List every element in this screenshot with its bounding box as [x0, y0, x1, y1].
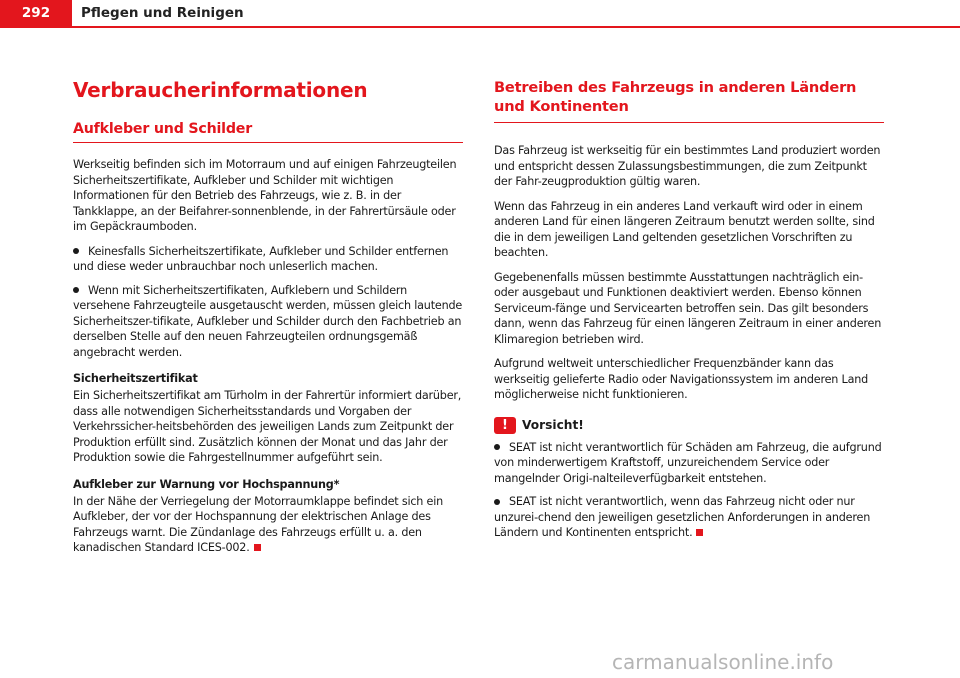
warning-bullet-text: SEAT ist nicht verantwortlich für Schäden am Fahrzeug, die aufgrund von minderwertigem Kraftstoff, unzureichendem Service oder mangelnder Origi-nalteileverfügbarkeit entstehen. [494, 440, 882, 485]
paragraph-1: Das Fahrzeug ist werkseitig für ein bestimmtes Land produziert worden und entspricht dessen Zulassungsbestimmungen, die zum Zeitpunkt der Fahr-zeugproduktion gültig waren. [494, 144, 881, 188]
bullet-item [73, 283, 463, 361]
section-heading-labels: Aufkleber und Schilder [73, 120, 463, 143]
page-number: 292 [0, 0, 72, 27]
running-title: Pflegen und Reinigen [81, 5, 244, 21]
bullet-icon [73, 287, 79, 293]
warning-bullet-text: SEAT ist nicht verantwortlich, wenn das Fahrzeug nicht oder nur unzurei-chend den jeweiligen gesetzlichen Anforderungen in anderen Ländern und Kontinenten entspricht. [494, 495, 871, 539]
paragraph-3: Gegebenenfalls müssen bestimmte Ausstattungen nachträglich ein- oder ausgebaut und Funktionen deaktiviert werden. Ebenso können Serviceum-fänge und Servicearten betroffen sein. Das gilt besonders dann, wenn das Fahrzeug für einen längeren Zeitraum in einer anderen Klimaregion betrieben wird. [494, 270, 882, 346]
section-end-icon [254, 544, 261, 551]
paragraph-4: Aufgrund weltweit unterschiedlicher Frequenzbänder kann das werkseitig gelieferte Radio oder Navigationssystem im anderen Land möglicherweise nicht funktionieren. [494, 357, 869, 401]
bullet-item [73, 244, 463, 275]
certificate-paragraph: Ein Sicherheitszertifikat am Türholm in der Fahrertür informiert darüber, dass alle notwendigen Sicherheitsstandards und Vorgaben der Verkehrssicher-heitsbehörden des jeweiligen Lands zum Zeitpunkt der Produktion erfüllt sind. Zusätzlich können der Monat und das Jahr der Produktion sowie die Fahrgestellnummer aufgeführt sein. [73, 389, 462, 464]
page-title: Verbraucherinformationen [73, 78, 368, 102]
left-column [73, 72, 463, 565]
subheading-high-voltage: Aufkleber zur Warnung vor Hochspannung* [73, 477, 340, 491]
warning-bullet [494, 440, 884, 487]
subheading-certificate: Sicherheitszertifikat [73, 372, 198, 385]
bullet-text: Keinesfalls Sicherheitszertifikate, Aufkleber und Schilder entfernen und diese weder unbrauchbar noch unleserlich machen. [73, 244, 449, 273]
warning-bullet [494, 494, 884, 541]
warning-title: Vorsicht! [522, 418, 584, 432]
page-header [0, 0, 960, 30]
high-voltage-paragraph [73, 494, 463, 556]
paragraph-2: Wenn das Fahrzeug in ein anderes Land verkauft wird oder in einem anderen Land für einen längeren Zeitraum benutzt werden sollte, sind die in dem jeweiligen Land geltenden gesetzlichen Vorschriften zu beachten. [494, 199, 875, 259]
intro-paragraph: Werkseitig befinden sich im Motorraum und auf einigen Fahrzeugteilen Sicherheitszertifikate, Aufkleber und Schilder mit wichtigen Informationen für den Betrieb des Fahrzeugs, wie z. B. in der Tankklappe, an der Beifahrer-sonnenblende, in der Fahrertürsäule oder im Gepäckraumboden. [73, 158, 457, 233]
right-column [494, 78, 884, 549]
section-end-icon [696, 529, 703, 536]
warning-header [494, 417, 884, 434]
section-heading-countries: Betreiben des Fahrzeugs in anderen Ländern und Kontinenten [494, 78, 884, 123]
watermark: carmanualsonline.info [612, 650, 834, 674]
header-rule [0, 26, 960, 28]
bullet-icon [73, 248, 79, 254]
bullet-icon [494, 499, 500, 505]
bullet-icon [494, 444, 500, 450]
high-voltage-text: In der Nähe der Verriegelung der Motorraumklappe befindet sich ein Aufkleber, der vor der Hochspannung der elektrischen Anlage des Fahrzeugs warnt. Die Zündanlage des Fahrzeugs erfüllt u. a. den kanadischen Standard ICES-002. [73, 494, 444, 554]
bullet-text: Wenn mit Sicherheitszertifikaten, Aufklebern und Schildern versehene Fahrzeugteile ausgetauscht werden, müssen gleich lautende Sicherheitszer-tifikate, Aufkleber und Schilder durch den Fachbetrieb an derselben Stelle auf den neuen Fahrzeugteilen ordnungsgemäß angebracht werden. [73, 283, 463, 359]
warning-icon: ! [494, 417, 516, 434]
